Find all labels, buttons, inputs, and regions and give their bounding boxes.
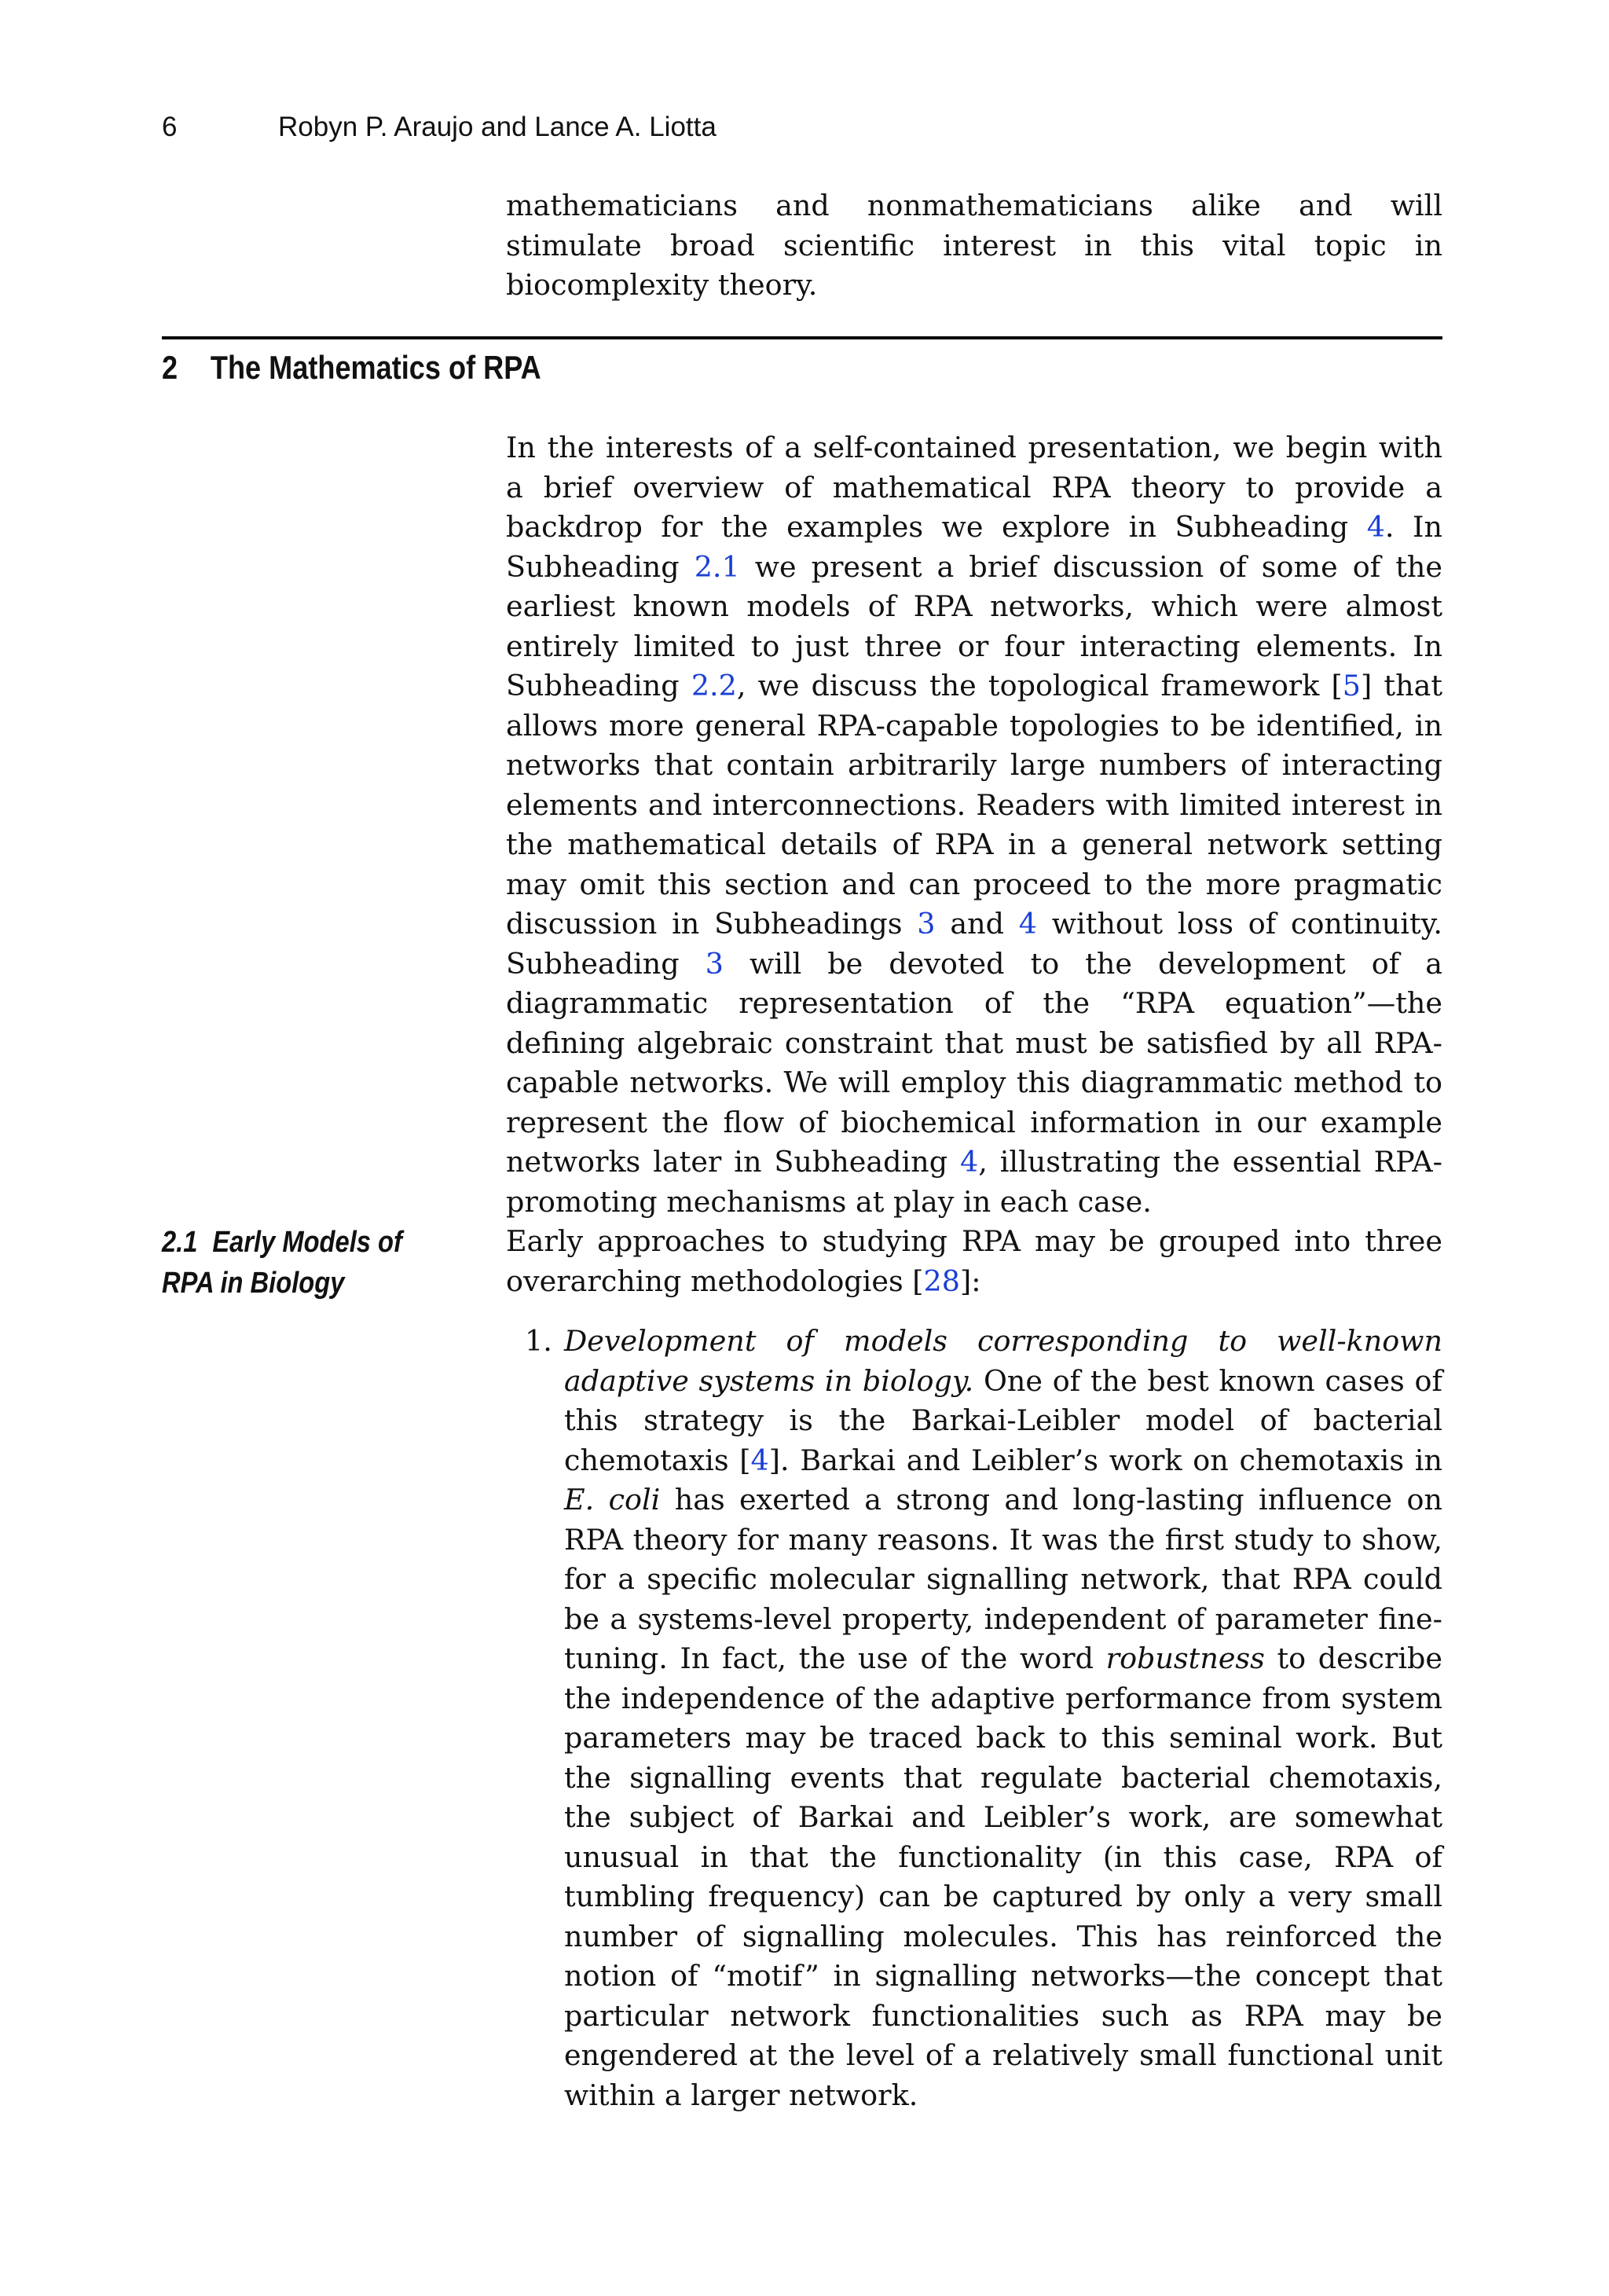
- page-number: 6: [162, 112, 178, 142]
- subsection-paragraph: [506, 1222, 1442, 1301]
- subsection-number: 2.1: [162, 1226, 198, 1259]
- text-run: we present a brief discussion of some of the earliest known models of RPA networks, which were almost entirely limited to just three or four interacting elements. In Subheading: [506, 549, 1443, 702]
- text-run: ] that allows more general RPA-capable topologies to be identified, in networks that contain arbitrarily large numbers of interacting elements and interconnections. Readers with limited interest in the mathematical details of RPA in a general network setting may omit this section and can proceed to the more pragmatic discussion in Subheadings: [506, 669, 1443, 941]
- subheading-link-2-2[interactable]: 2.2: [691, 669, 737, 702]
- list-marker: 1.: [525, 1324, 552, 1358]
- subheading-link-4[interactable]: 4: [1366, 510, 1385, 544]
- subsection-heading: [162, 1222, 439, 1304]
- list-item-text: [564, 1322, 1442, 2115]
- intro-continuation-paragraph: mathematicians and nonmathematicians alike and will stimulate broad scientific interest in this vital topic in biocomplexity theory.: [506, 189, 1442, 302]
- citation-link-4[interactable]: 4: [750, 1443, 769, 1477]
- text-run: ]:: [959, 1264, 981, 1298]
- running-head: [162, 110, 717, 145]
- emphasized-term-robustness: robustness: [1105, 1641, 1265, 1675]
- section-title-text: The Mathematics of RPA: [210, 349, 541, 386]
- subheading-link-4[interactable]: 4: [960, 1145, 979, 1179]
- subheading-link-4[interactable]: 4: [1018, 907, 1037, 941]
- subheading-link-3[interactable]: 3: [705, 946, 724, 981]
- text-run: , illustrating the essential RPA-promoting mechanisms at play in each case.: [506, 1145, 1442, 1219]
- text-run: ]. Barkai and Leibler’s work on chemotaxis in: [768, 1443, 1442, 1477]
- subheading-link-2-1[interactable]: 2.1: [694, 549, 740, 584]
- text-run: without loss of continuity. Subheading: [506, 907, 1443, 981]
- text-run: has exerted a strong and long-lasting influence on RPA theory for many reasons. It was the first study to show, for a specific molecular signalling network, that RPA could be a systems-level property, independent of parameter fine-tuning. In fact, the use of the word: [564, 1483, 1442, 1675]
- list-item: [506, 1322, 1442, 2115]
- text-run: to describe the independence of the adaptive performance from system parameters may be traced back to this seminal work. But the signalling events that regulate bacterial chemotaxis, the subject of Barkai and Leibler’s work, are somewhat unusual in that the functionality (in this case, RPA of tumbling frequency) can be captured by only a very small number of signalling molecules. This has reinforced the notion of “motif” in signalling networks—the concept that particular network functionalities such as RPA may be engendered at the level of a relatively small functional unit within a larger network.: [564, 1641, 1443, 2112]
- text-run: , we discuss the topological framework [: [736, 669, 1343, 702]
- citation-link-5[interactable]: 5: [1342, 669, 1361, 702]
- text-run: . In Subheading: [506, 510, 1442, 584]
- species-name-ecoli: E. coli: [564, 1483, 661, 1517]
- subheading-link-3[interactable]: 3: [917, 907, 936, 941]
- section-divider: [162, 336, 1442, 339]
- text-run: One of the best known cases of this strategy is the Barkai-Leibler model of bacterial chemotaxis [: [564, 1363, 1442, 1477]
- text-run: Early approaches to studying RPA may be grouped into three overarching methodologies [: [506, 1224, 1442, 1298]
- text-run: and: [935, 907, 1019, 941]
- text-run: In the interests of a self-contained presentation, we begin with a brief overview of mathematical RPA theory to provide a backdrop for the examples we explore in Subheading: [506, 431, 1442, 544]
- running-head-authors: Robyn P. Araujo and Lance A. Liotta: [278, 112, 717, 142]
- text-run: will be devoted to the development of a diagrammatic representation of the “RPA equation”—the defining algebraic constraint that must be satisfied by all RPA-capable networks. We will employ this diagrammatic method to represent the flow of biochemical information in our example networks later in Subheading: [506, 946, 1443, 1179]
- list-item-lead: Development of models corresponding to well-known adaptive systems in biology.: [564, 1324, 1442, 1398]
- section-paragraph: [506, 428, 1442, 1222]
- subsection-title-text: Early Models of RPA in Biology: [162, 1226, 402, 1300]
- citation-link-28[interactable]: 28: [923, 1264, 960, 1298]
- section-heading: [162, 347, 541, 388]
- section-number: 2: [162, 349, 178, 386]
